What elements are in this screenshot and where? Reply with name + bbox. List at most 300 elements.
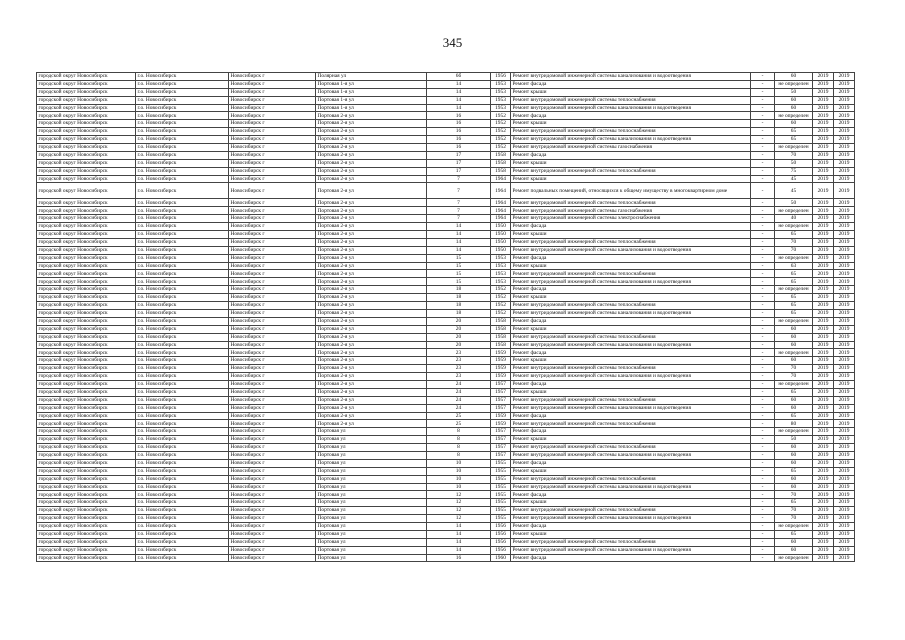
cell-municipality: городской округ Новосибирск [37,80,136,88]
cell-municipality: городской округ Новосибирск [37,538,136,546]
cell-locality: Новосибирск г [229,420,316,428]
cell-district: г.о. Новосибирск [136,349,229,357]
cell-district: г.о. Новосибирск [136,104,229,112]
cell-house-number: 20 [427,317,491,325]
cell-district: г.о. Новосибирск [136,120,229,128]
table-row [37,128,855,136]
cell-start-year: 2019 [813,365,834,373]
cell-locality: Новосибирск г [229,88,316,96]
cell-district: г.о. Новосибирск [136,207,229,215]
cell-house-number: 18 [427,294,491,302]
cell-municipality: городской округ Новосибирск [37,286,136,294]
cell-cost: 50 [775,88,813,96]
cell-municipality: городской округ Новосибирск [37,144,136,152]
cell-cost: 75 [775,167,813,175]
cell-district: г.о. Новосибирск [136,325,229,333]
cell-street: Портовая 2-я ул [316,333,427,341]
cell-house-number: 24 [427,380,491,388]
cell-dash: - [751,199,775,207]
cell-municipality: городской округ Новосибирск [37,396,136,404]
cell-street: Портовая ул [316,428,427,436]
cell-street: Портовая ул [316,483,427,491]
cell-build-year: 1956 [491,522,511,530]
cell-dash: - [751,373,775,381]
cell-locality: Новосибирск г [229,80,316,88]
cell-dash: - [751,80,775,88]
cell-locality: Новосибирск г [229,507,316,515]
cell-dash: - [751,317,775,325]
cell-work-type: Ремонт фасада [511,428,751,436]
table-row [37,349,855,357]
cell-dash: - [751,365,775,373]
cell-cost: 65 [775,309,813,317]
cell-house-number: 16 [427,112,491,120]
cell-dash: - [751,515,775,523]
cell-municipality: городской округ Новосибирск [37,151,136,159]
cell-district: г.о. Новосибирск [136,231,229,239]
table-row [37,223,855,231]
cell-municipality: городской округ Новосибирск [37,317,136,325]
cell-house-number: 10 [427,483,491,491]
cell-locality: Новосибирск г [229,199,316,207]
cell-build-year: 1955 [491,467,511,475]
cell-district: г.о. Новосибирск [136,88,229,96]
cell-district: г.о. Новосибирск [136,357,229,365]
cell-district: г.о. Новосибирск [136,491,229,499]
cell-municipality: городской округ Новосибирск [37,444,136,452]
cell-municipality: городской округ Новосибирск [37,302,136,310]
cell-work-type: Ремонт крыши [511,388,751,396]
cell-start-year: 2019 [813,388,834,396]
cell-street: Портовая 2-я ул [316,420,427,428]
cell-cost: 60 [775,325,813,333]
cell-start-year: 2019 [813,554,834,562]
cell-district: г.о. Новосибирск [136,278,229,286]
cell-work-type: Ремонт внутридомовой инженерной системы теплоснабжения [511,507,751,515]
cell-district: г.о. Новосибирск [136,420,229,428]
cell-street: Портовая 2-я ул [316,144,427,152]
cell-build-year: 1952 [491,112,511,120]
cell-street: Портовая 1-я ул [316,88,427,96]
cell-locality: Новосибирск г [229,286,316,294]
cell-street: Портовая 2-я ул [316,412,427,420]
cell-house-number: 14 [427,530,491,538]
table-row [37,136,855,144]
cell-locality: Новосибирск г [229,112,316,120]
cell-end-year: 2019 [834,302,855,310]
table-row [37,215,855,223]
cell-district: г.о. Новосибирск [136,467,229,475]
cell-street: Портовая 2-я ул [316,199,427,207]
cell-locality: Новосибирск г [229,538,316,546]
page-number: 345 [442,35,463,50]
cell-locality: Новосибирск г [229,444,316,452]
cell-dash: - [751,538,775,546]
cell-end-year: 2019 [834,112,855,120]
cell-end-year: 2019 [834,144,855,152]
cell-end-year: 2019 [834,530,855,538]
cell-street: Портовая 2-я ул [316,396,427,404]
cell-dash: - [751,302,775,310]
cell-end-year: 2019 [834,309,855,317]
cell-house-number: 7 [427,175,491,183]
cell-street: Портовая ул [316,507,427,515]
cell-municipality: городской округ Новосибирск [37,207,136,215]
cell-house-number: 25 [427,412,491,420]
table-row [37,167,855,175]
cell-dash: - [751,223,775,231]
cell-start-year: 2019 [813,420,834,428]
cell-work-type: Ремонт внутридомовой инженерной системы теплоснабжения [511,444,751,452]
cell-street: Портовая 2-я ул [316,349,427,357]
cell-municipality: городской округ Новосибирск [37,491,136,499]
cell-district: г.о. Новосибирск [136,404,229,412]
cell-work-type: Ремонт внутридомовой инженерной системы теплоснабжения [511,96,751,104]
cell-district: г.о. Новосибирск [136,309,229,317]
cell-house-number: 24 [427,388,491,396]
cell-work-type: Ремонт фасада [511,223,751,231]
cell-build-year: 1952 [491,294,511,302]
cell-build-year: 1955 [491,491,511,499]
cell-start-year: 2019 [813,286,834,294]
cell-work-type: Ремонт фасада [511,459,751,467]
cell-dash: - [751,388,775,396]
cell-street: Портовая 2-я ул [316,215,427,223]
cell-cost: не определен [775,522,813,530]
cell-street: Портовая 2-я ул [316,183,427,199]
cell-municipality: городской округ Новосибирск [37,428,136,436]
cell-house-number: 15 [427,278,491,286]
cell-dash: - [751,436,775,444]
cell-cost: 50 [775,159,813,167]
cell-end-year: 2019 [834,388,855,396]
cell-street: Портовая 2-я ул [316,309,427,317]
cell-cost: 65 [775,499,813,507]
cell-build-year: 1952 [491,286,511,294]
table-row [37,459,855,467]
cell-house-number: 16 [427,144,491,152]
cell-work-type: Ремонт внутридомовой инженерной системы электроснабжения [511,215,751,223]
cell-locality: Новосибирск г [229,128,316,136]
cell-dash: - [751,120,775,128]
cell-house-number: 14 [427,96,491,104]
cell-street: Портовая 2-я ул [316,365,427,373]
cell-start-year: 2019 [813,317,834,325]
cell-house-number: 16 [427,128,491,136]
table-row [37,175,855,183]
cell-municipality: городской округ Новосибирск [37,183,136,199]
cell-municipality: городской округ Новосибирск [37,483,136,491]
table-row [37,420,855,428]
cell-dash: - [751,499,775,507]
cell-build-year: 1953 [491,80,511,88]
cell-build-year: 1957 [491,451,511,459]
cell-dash: - [751,412,775,420]
cell-work-type: Ремонт фасада [511,80,751,88]
cell-district: г.о. Новосибирск [136,333,229,341]
cell-end-year: 2019 [834,317,855,325]
cell-house-number: 16 [427,554,491,562]
cell-cost: 60 [775,120,813,128]
cell-district: г.о. Новосибирск [136,380,229,388]
cell-work-type: Ремонт внутридомовой инженерной системы канализования и водоотведения [511,73,751,81]
cell-start-year: 2019 [813,546,834,554]
cell-district: г.о. Новосибирск [136,262,229,270]
cell-house-number: 14 [427,238,491,246]
cell-district: г.о. Новосибирск [136,459,229,467]
cell-district: г.о. Новосибирск [136,112,229,120]
table-row [37,554,855,562]
cell-build-year: 1964 [491,199,511,207]
table-row [37,436,855,444]
cell-end-year: 2019 [834,475,855,483]
cell-street: Портовая 2-я ул [316,388,427,396]
cell-start-year: 2019 [813,507,834,515]
cell-end-year: 2019 [834,262,855,270]
cell-street: Портовая 2-я ул [316,159,427,167]
cell-work-type: Ремонт внутридомовой инженерной системы теплоснабжения [511,396,751,404]
cell-start-year: 2019 [813,270,834,278]
cell-end-year: 2019 [834,522,855,530]
cell-dash: - [751,159,775,167]
cell-locality: Новосибирск г [229,215,316,223]
cell-start-year: 2019 [813,223,834,231]
cell-locality: Новосибирск г [229,467,316,475]
cell-municipality: городской округ Новосибирск [37,88,136,96]
table-row [37,120,855,128]
cell-start-year: 2019 [813,144,834,152]
cell-start-year: 2019 [813,278,834,286]
cell-start-year: 2019 [813,238,834,246]
cell-dash: - [751,112,775,120]
cell-house-number: 23 [427,365,491,373]
cell-district: г.о. Новосибирск [136,546,229,554]
cell-build-year: 1964 [491,215,511,223]
cell-municipality: городской округ Новосибирск [37,278,136,286]
table-row [37,286,855,294]
cell-house-number: 7 [427,199,491,207]
cell-house-number: 7 [427,207,491,215]
table-row [37,183,855,199]
table-row [37,467,855,475]
cell-cost: 65 [775,294,813,302]
cell-house-number: 14 [427,522,491,530]
cell-locality: Новосибирск г [229,246,316,254]
cell-street: Портовая 2-я ул [316,112,427,120]
cell-street: Портовая 2-я ул [316,254,427,262]
cell-district: г.о. Новосибирск [136,199,229,207]
cell-build-year: 1959 [491,412,511,420]
cell-municipality: городской округ Новосибирск [37,73,136,81]
cell-build-year: 1950 [491,223,511,231]
cell-work-type: Ремонт фасада [511,522,751,530]
cell-house-number: 12 [427,507,491,515]
table-row [37,357,855,365]
cell-cost: 45 [775,183,813,199]
table-row [37,317,855,325]
cell-cost: не определен [775,286,813,294]
cell-work-type: Ремонт крыши [511,120,751,128]
cell-house-number: 14 [427,223,491,231]
cell-dash: - [751,341,775,349]
cell-end-year: 2019 [834,428,855,436]
cell-locality: Новосибирск г [229,278,316,286]
cell-start-year: 2019 [813,436,834,444]
cell-district: г.о. Новосибирск [136,238,229,246]
cell-locality: Новосибирск г [229,207,316,215]
cell-end-year: 2019 [834,404,855,412]
cell-district: г.о. Новосибирск [136,167,229,175]
cell-end-year: 2019 [834,483,855,491]
cell-start-year: 2019 [813,349,834,357]
cell-municipality: городской округ Новосибирск [37,357,136,365]
cell-house-number: 23 [427,357,491,365]
cell-cost: 60 [775,333,813,341]
table-row [37,96,855,104]
cell-street: Портовая 2-я ул [316,286,427,294]
cell-work-type: Ремонт внутридомовой инженерной системы теплоснабжения [511,167,751,175]
cell-municipality: городской округ Новосибирск [37,104,136,112]
cell-house-number: 23 [427,373,491,381]
cell-municipality: городской округ Новосибирск [37,412,136,420]
cell-work-type: Ремонт фасада [511,286,751,294]
cell-district: г.о. Новосибирск [136,365,229,373]
cell-locality: Новосибирск г [229,491,316,499]
cell-start-year: 2019 [813,459,834,467]
cell-street: Портовая 2-я ул [316,302,427,310]
cell-dash: - [751,73,775,81]
cell-municipality: городской округ Новосибирск [37,167,136,175]
cell-end-year: 2019 [834,420,855,428]
cell-build-year: 1958 [491,167,511,175]
cell-dash: - [751,96,775,104]
cell-dash: - [751,530,775,538]
table-body [37,73,855,562]
table-row [37,515,855,523]
cell-municipality: городской округ Новосибирск [37,254,136,262]
cell-cost: 60 [775,104,813,112]
cell-house-number: 17 [427,167,491,175]
cell-street: Портовая ул [316,436,427,444]
cell-build-year: 1958 [491,325,511,333]
cell-work-type: Ремонт крыши [511,530,751,538]
cell-work-type: Ремонт внутридомовой инженерной системы канализования и водоотведения [511,309,751,317]
cell-build-year: 1955 [491,459,511,467]
cell-work-type: Ремонт внутридомовой инженерной системы теплоснабжения [511,365,751,373]
cell-cost: 65 [775,302,813,310]
cell-work-type: Ремонт внутридомовой инженерной системы теплоснабжения [511,538,751,546]
cell-cost: 65 [775,231,813,239]
cell-house-number: 17 [427,159,491,167]
cell-cost: 60 [775,396,813,404]
cell-work-type: Ремонт внутридомовой инженерной системы теплоснабжения [511,475,751,483]
cell-locality: Новосибирск г [229,349,316,357]
cell-municipality: городской округ Новосибирск [37,120,136,128]
cell-locality: Новосибирск г [229,341,316,349]
cell-house-number: 20 [427,341,491,349]
cell-municipality: городской округ Новосибирск [37,420,136,428]
cell-work-type: Ремонт внутридомовой инженерной системы канализования и водоотведения [511,451,751,459]
cell-district: г.о. Новосибирск [136,80,229,88]
cell-end-year: 2019 [834,96,855,104]
table-row [37,546,855,554]
cell-municipality: городской округ Новосибирск [37,246,136,254]
cell-cost: не определен [775,207,813,215]
cell-dash: - [751,483,775,491]
cell-work-type: Ремонт внутридомовой инженерной системы канализования и водоотведения [511,404,751,412]
cell-locality: Новосибирск г [229,357,316,365]
cell-locality: Новосибирск г [229,428,316,436]
cell-street: Портовая 2-я ул [316,238,427,246]
table-row [37,73,855,81]
table-row [37,144,855,152]
cell-work-type: Ремонт крыши [511,357,751,365]
cell-cost: 60 [775,341,813,349]
cell-dash: - [751,546,775,554]
cell-end-year: 2019 [834,254,855,262]
cell-municipality: городской округ Новосибирск [37,309,136,317]
cell-start-year: 2019 [813,231,834,239]
cell-district: г.о. Новосибирск [136,444,229,452]
cell-end-year: 2019 [834,357,855,365]
cell-work-type: Ремонт внутридомовой инженерной системы теплоснабжения [511,128,751,136]
cell-street: Портовая 2-я ул [316,246,427,254]
cell-district: г.о. Новосибирск [136,302,229,310]
table-row [37,444,855,452]
cell-start-year: 2019 [813,483,834,491]
cell-cost: 70 [775,373,813,381]
cell-work-type: Ремонт внутридомовой инженерной системы теплоснабжения [511,333,751,341]
cell-cost: не определен [775,223,813,231]
cell-start-year: 2019 [813,120,834,128]
cell-end-year: 2019 [834,515,855,523]
cell-municipality: городской округ Новосибирск [37,507,136,515]
cell-street: Портовая ул [316,459,427,467]
cell-end-year: 2019 [834,444,855,452]
cell-municipality: городской округ Новосибирск [37,294,136,302]
cell-municipality: городской округ Новосибирск [37,515,136,523]
cell-build-year: 1959 [491,349,511,357]
cell-build-year: 1953 [491,104,511,112]
cell-build-year: 1953 [491,262,511,270]
cell-cost: 65 [775,412,813,420]
table-row [37,231,855,239]
cell-locality: Новосибирск г [229,451,316,459]
cell-dash: - [751,104,775,112]
table-row [37,254,855,262]
cell-house-number: 14 [427,246,491,254]
cell-work-type: Ремонт внутридомовой инженерной системы канализования и водоотведения [511,373,751,381]
cell-start-year: 2019 [813,183,834,199]
cell-street: Портовая 2-я ул [316,231,427,239]
cell-end-year: 2019 [834,207,855,215]
cell-build-year: 1956 [491,530,511,538]
cell-build-year: 1955 [491,507,511,515]
cell-street: Полярная ул [316,73,427,81]
cell-build-year: 1958 [491,151,511,159]
table-row [37,80,855,88]
cell-dash: - [751,554,775,562]
cell-start-year: 2019 [813,530,834,538]
cell-district: г.о. Новосибирск [136,412,229,420]
cell-work-type: Ремонт фасада [511,349,751,357]
cell-dash: - [751,428,775,436]
cell-end-year: 2019 [834,120,855,128]
cell-work-type: Ремонт внутридомовой инженерной системы канализования и водоотведения [511,136,751,144]
cell-start-year: 2019 [813,412,834,420]
cell-street: Портовая 2-я ул [316,151,427,159]
cell-district: г.о. Новосибирск [136,254,229,262]
